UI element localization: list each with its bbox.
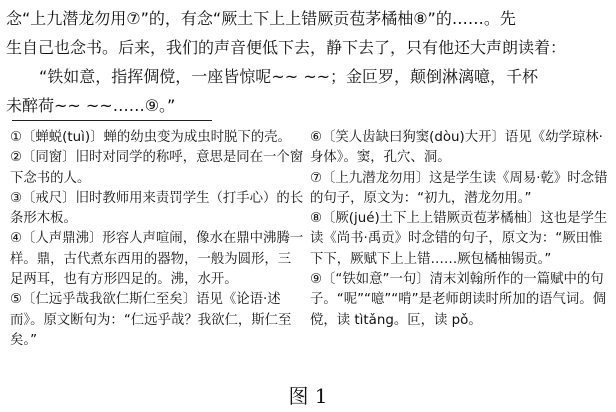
main-passage (6, 4, 610, 120)
footnote-8: ⑧〔厥(jué)土下上上错厥贡苞茅橘柚〕这也是学生读《尚书·禹贡》时念错的句子，原文为：“厥田惟下下，厥赋下上上错……厥包橘柚锡贡。” (310, 211, 608, 267)
footnote-6: ⑥〔笑人齿缺曰狗窦(dòu)大开〕语见《幼学琼林·身体》。窦，孔穴、洞。 (310, 130, 603, 166)
passage-line-4: 未醉荷~~ ~~……⑨。” (6, 96, 176, 115)
figure-caption: 图 1 (288, 384, 328, 408)
passage-line-3: “铁如意，指挥倜傥，一座皆惊呢~~ ~~；金叵罗，颠倒淋漓噫，千杯 (39, 67, 539, 86)
footnote-1: ①〔蝉蜕(tuì)〕蝉的幼虫变为成虫时脱下的壳。 (10, 130, 291, 145)
passage-line-2: 生自己也念书。后来，我们的声音便低下去，静下去了，只有他还大声朗读着： (6, 38, 567, 57)
footnote-divider (12, 120, 212, 121)
footnote-7: ⑦〔上九潜龙勿用〕这是学生读《周易·乾》时念错的句子，原文为：“初九，潜龙勿用。” (310, 170, 608, 206)
footnotes-right-column (310, 128, 610, 331)
footnote-3: ③〔戒尺〕旧时教师用来责罚学生（打手心）的长条形木板。 (10, 190, 304, 227)
footnote-2: ②〔同窗〕旧时对同学的称呼，意思是同在一个窗下念书的人。 (10, 150, 304, 186)
passage-line-1: 念“上九潜龙勿用⑦”的，有念“厥土下上上错厥贡苞茅橘柚⑧”的……。先 (6, 9, 516, 28)
footnote-4: ④〔人声鼎沸〕形容人声喧闹，像水在鼎中沸腾一样。鼎，古代煮东西用的器物，一般为圆形，三足两耳，也有方形四足的。沸，水开。 (10, 231, 304, 288)
footnotes-left-column (10, 128, 304, 351)
footnote-9: ⑨〔“铁如意”一句〕清末刘翰所作的一篇赋中的句子。“呢”“噫”“啃”是老师朗读时所加的语气词。倜傥，读 tìtǎng。叵，读 pǒ。 (310, 272, 607, 328)
footnote-5: ⑤〔仁远乎哉我欲仁斯仁至矣〕语见《论语·述而》。原文断句为：“仁远乎哉？我欲仁，斯仁至矣。” (10, 292, 292, 348)
